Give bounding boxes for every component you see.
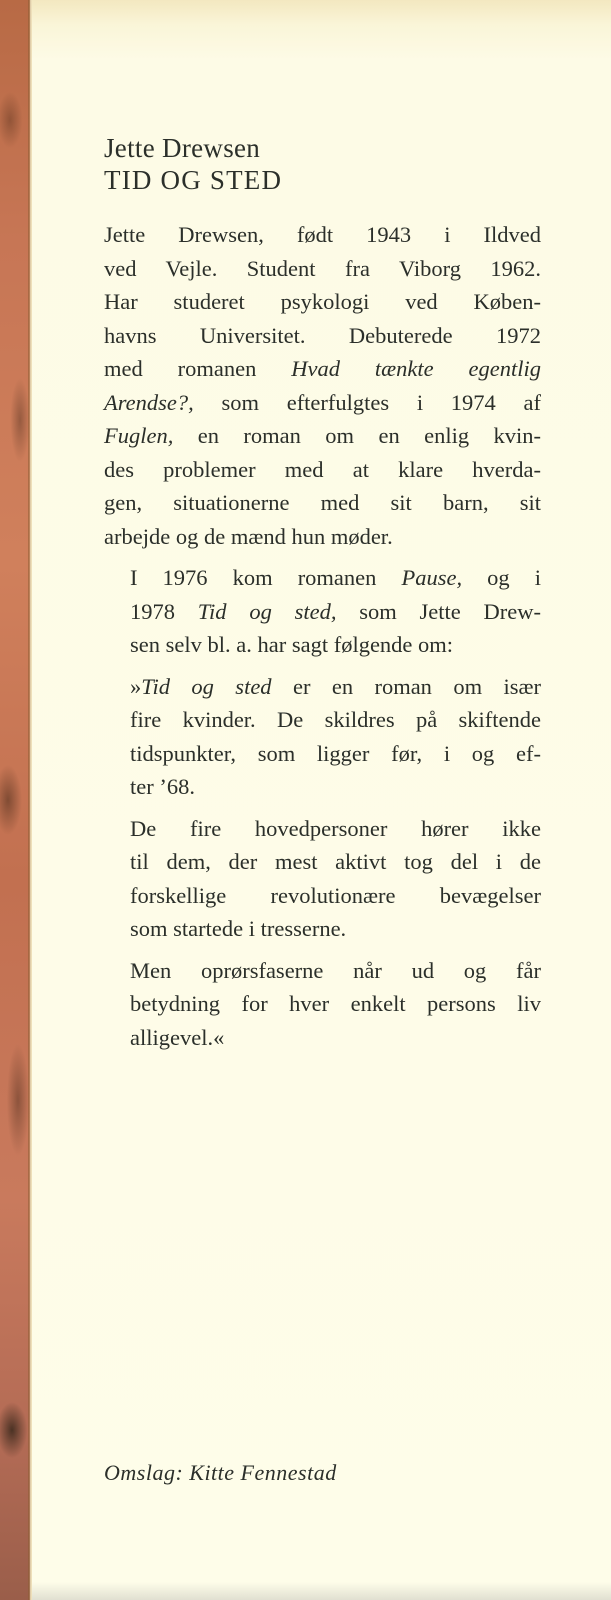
text-line: gen, situationerne med sit barn, sit: [104, 490, 541, 515]
text-line: alligevel.«: [130, 1024, 225, 1050]
text-line: med romanen Hvad tænkte egentlig: [104, 356, 541, 381]
author-name: Jette Drewsen: [104, 133, 261, 163]
text-line: havns Universitet. Debuterede 1972: [104, 322, 541, 348]
quote-paragraph-3: [104, 954, 541, 1055]
paragraph-bio: [104, 218, 541, 553]
flap-text-block: [104, 132, 541, 1062]
italic-work-title: Fuglen,: [104, 423, 174, 448]
book-title: TID OG STED: [104, 165, 283, 195]
italic-work-title: Tid og sted: [141, 673, 272, 699]
italic-work-title: Hvad tænkte egentlig: [291, 356, 541, 381]
text-line: som startede i tresserne.: [130, 916, 347, 941]
blurb-body: [104, 218, 541, 1054]
text-line: Jette Drewsen, født 1943 i Ildved: [104, 222, 541, 247]
page-bottom-shadow: [32, 1582, 611, 1600]
text-line: De fire hovedpersoner hører ikke: [130, 815, 541, 841]
text-line: Arendse?, som efterfulgtes i 1974 af: [104, 389, 541, 415]
cover-design-credit: Omslag: Kitte Fennestad: [104, 1460, 337, 1485]
text-line: sen selv bl. a. har sagt følgende om:: [130, 632, 454, 657]
italic-work-title: Arendse?,: [104, 389, 194, 415]
text-line: ter ’68.: [130, 774, 195, 799]
text-line: Fuglen, en roman om en enlig kvin-: [104, 423, 541, 448]
text-line: tidspunkter, som ligger før, i og ef-: [130, 740, 541, 766]
text-line: Har studeret psykologi ved Køben-: [104, 289, 541, 314]
quote-paragraph-1: [104, 670, 541, 804]
text-line: des problemer med at klare hverda-: [104, 456, 541, 482]
text-line: betydning for hver enkelt persons liv: [130, 991, 541, 1016]
italic-work-title: Pause,: [401, 565, 463, 590]
text-line: 1978 Tid og sted, som Jette Drew-: [130, 598, 541, 624]
text-line: »Tid og sted er en roman om især: [130, 673, 541, 699]
cover-spine-artwork: [0, 0, 30, 1600]
text-line: forskellige revolutionære bevægelser: [130, 882, 541, 908]
text-line: I 1976 kom romanen Pause, og i: [130, 565, 541, 590]
quote-paragraph-2: [104, 812, 541, 946]
text-line: til dem, der mest aktivt tog del i de: [130, 849, 541, 874]
italic-work-title: Tid og sted,: [197, 598, 337, 624]
text-line: fire kvinder. De skildres på skiftende: [130, 707, 541, 732]
text-line: arbejde og de mænd hun møder.: [104, 523, 393, 549]
text-line: ved Vejle. Student fra Viborg 1962.: [104, 255, 541, 281]
paragraph-novels: [104, 561, 541, 662]
text-line: Men oprørsfaserne når ud og får: [130, 957, 541, 983]
